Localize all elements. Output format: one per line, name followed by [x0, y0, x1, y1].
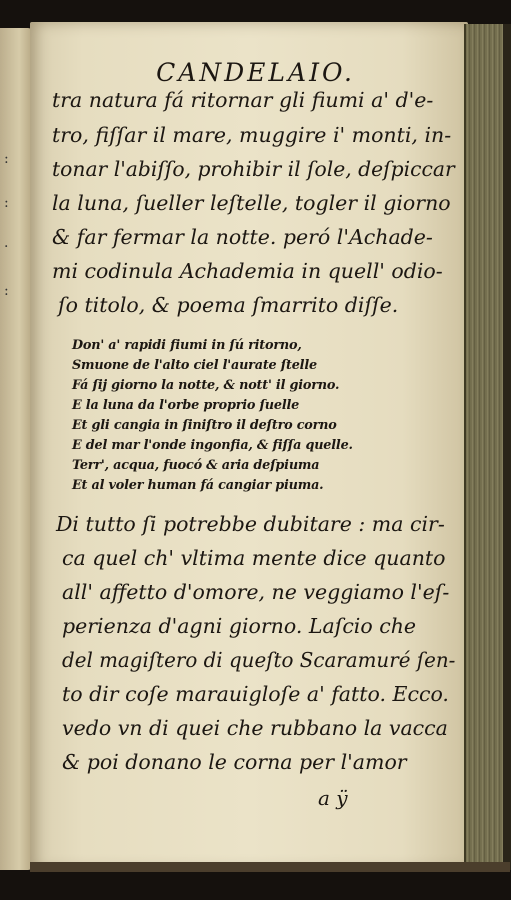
- catchword: a ÿ: [318, 786, 348, 810]
- prose-line: mi codinula Achademia in quell' odio-: [52, 259, 443, 283]
- prose-line: la luna, ſueller leſtelle, togler il giorno: [52, 191, 451, 215]
- prose-line: tonar l'abiſſo, prohibir il ſole, deſpiccar: [52, 157, 455, 181]
- verse-line: Et gli cangia in ſiniſtro il deſtro corno: [72, 418, 337, 433]
- verse-line: Don' a' rapidi fiumi in ſú ritorno,: [72, 338, 302, 353]
- left-page-edge: [0, 28, 32, 870]
- running-header: CANDELAIO.: [156, 58, 355, 87]
- verse-line: E la luna da l'orbe proprio ſuelle: [72, 398, 300, 413]
- prose-line: del magiſtero di queſto Scaramuré ſen-: [62, 648, 456, 672]
- prose-line: perienza d'agni giorno. Laſcio che: [62, 614, 417, 638]
- prose-line: all' affetto d'omore, ne veggiamo l'eſ-: [62, 580, 450, 604]
- prose-line: & far fermar la notte. peró l'Achade-: [52, 225, 433, 249]
- verse-line: E del mar l'onde ingonfia, & fiſſa quelle.: [72, 438, 353, 453]
- left-page-marks: : : · :: [4, 151, 9, 299]
- prose-line: & poi donano le corna per l'amor: [62, 750, 407, 774]
- prose-line: to dir coſe marauigloſe a' fatto. Ecco.: [62, 682, 449, 706]
- prose-line: ſo titolo, & poema ſmarrito diſſe.: [58, 293, 399, 317]
- book-fore-edge: [464, 24, 511, 870]
- prose-line: tra natura fá ritornar gli fiumi a' d'e-: [52, 88, 434, 112]
- verse-line: Fá ſij giorno la notte, & nott' il giorno.: [72, 378, 340, 393]
- verse-line: Terr', acqua, fuocó & aria deſpiuma: [72, 458, 320, 473]
- book-bottom-edge: [30, 862, 510, 872]
- prose-line: vedo vn di quei che rubbano la vacca: [62, 716, 448, 740]
- prose-line: Di tutto ſi potrebbe dubitare : ma cir-: [56, 512, 445, 536]
- prose-line: ca quel ch' vltima mente dice quanto: [62, 546, 446, 570]
- verse-line: Et al voler human fá cangiar piuma.: [72, 478, 324, 493]
- verse-line: Smuone de l'alto ciel l'aurate ſtelle: [72, 358, 317, 373]
- prose-line: tro, fiſſar il mare, muggire i' monti, in-: [52, 123, 452, 147]
